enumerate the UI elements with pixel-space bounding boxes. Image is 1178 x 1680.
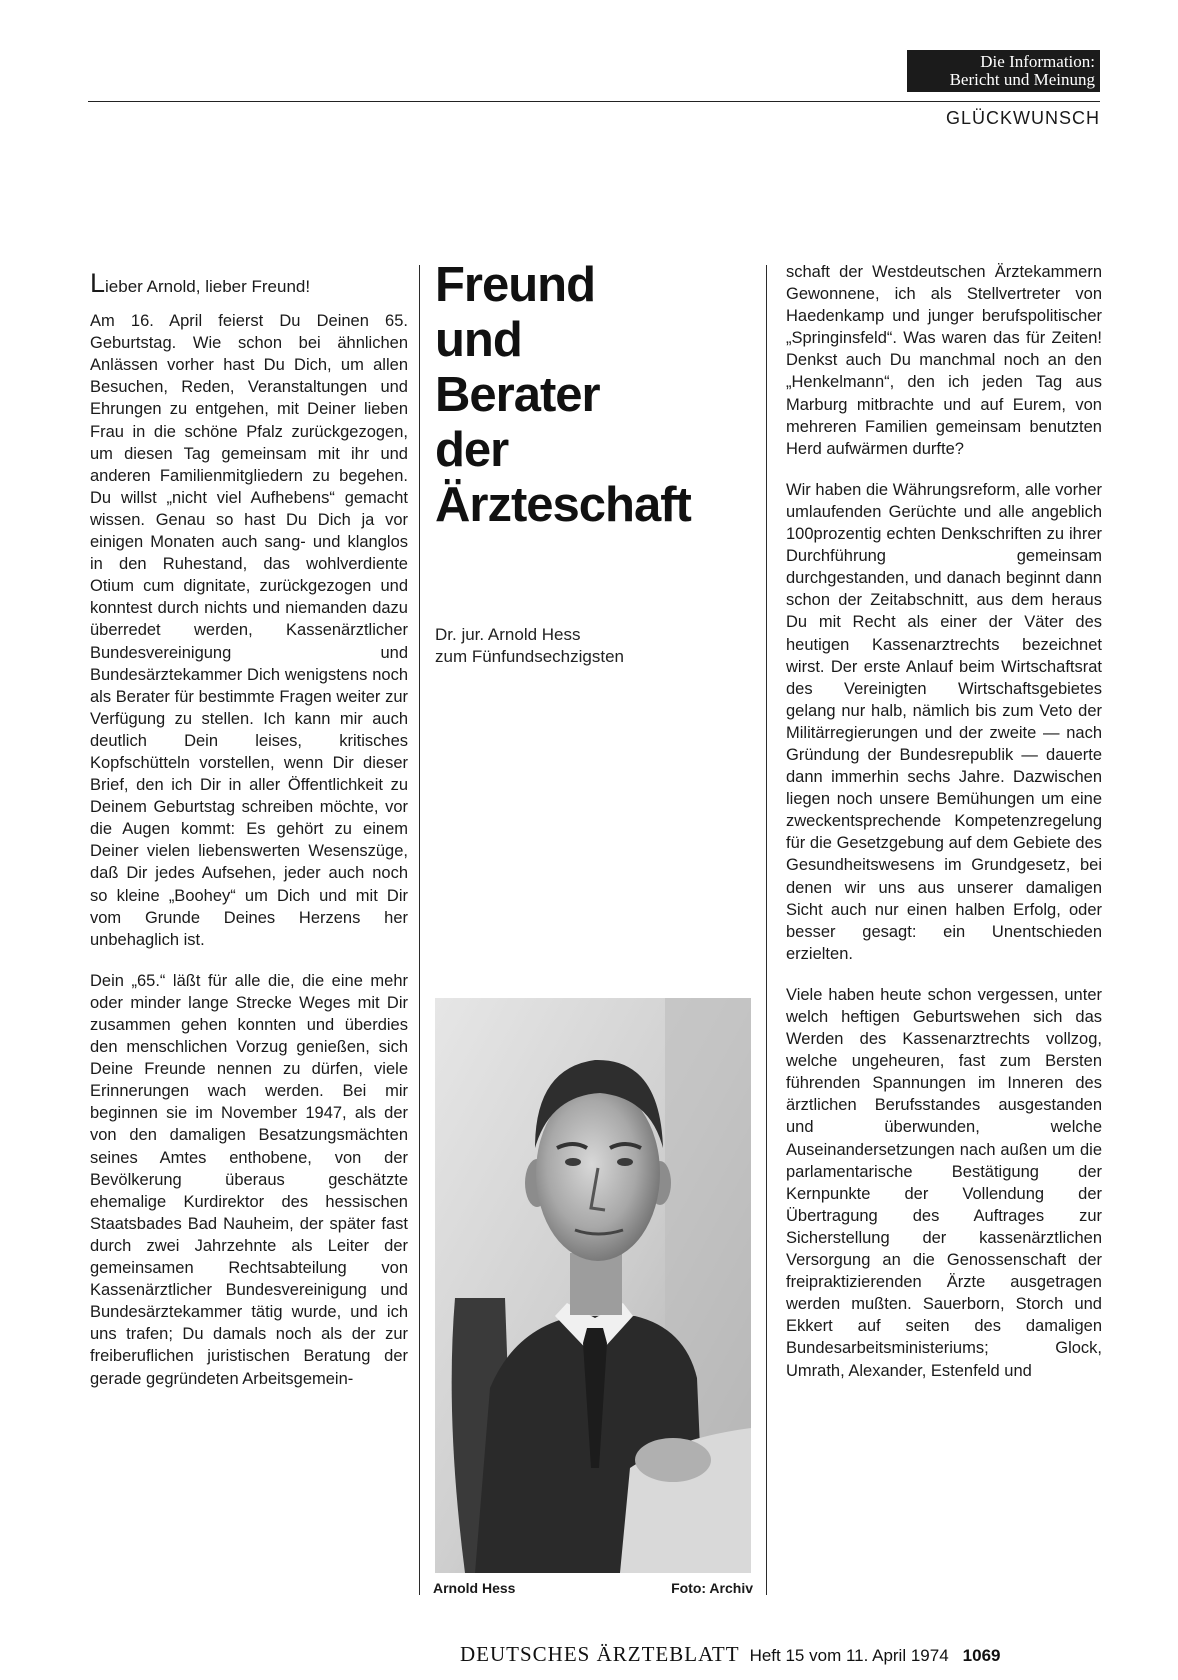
column-divider-left [419,265,420,1595]
department-label-line2: Bericht und Meinung [949,70,1095,89]
article-column-3 [786,261,1102,1401]
title-line: Freund [435,258,596,312]
department-label-line1: Die Information: [980,52,1095,71]
header-rule [88,101,1100,102]
title-line: Ärzteschaft [435,478,691,532]
salutation-text: ieber Arnold, lieber Freund! [105,277,311,296]
paragraph: Wir haben die Währungsreform, alle vorher umlaufenden Gerüchte und alle angeblich 100prozentig echten Denkschriften zu ihrer Durchführung gemeinsam durchgestanden, und danach beginnt dann schon der Zeitabschnitt, aus dem heraus Du mit Recht als einer der Väter des heutigen Kassenarztrechts bezeichnet wirst. Der erste Anlauf beim Wirtschaftsrat des Vereinigten Wirtschaftsgebietes gelang nur halb, nämlich bis zum Veto der Militärregierungen und der zweite — nach Gründung der Bundesrepublik — dauerte dann immerhin sechs Jahre. Dazwischen liegen noch unsere Bemühungen um eine zweckentsprechende Kompetenzregelung für die Gesetzgebung auf dem Gebiete des Gesundheitswesens im Grundgesetz, bei denen wir uns aus unserer damaligen Sicht auch nur einen halben Erfolg, oder besser gesagt: ein Unentschieden erzielten. [786,480,1102,963]
portrait-photo [435,998,751,1573]
title-line: Berater [435,368,600,422]
paragraph: schaft der Westdeutschen Ärztekammern Gewonnene, ich als Stellvertreter von Haedenkamp und junger berufspolitischer „Springinsfeld“. Was waren das für Zeiten! Denkst auch Du manchmal noch an den „Henkelmann“, den ich jeden Tag aus Marburg mitbrachte und auf Eurem, von mehreren Familien gemeinsam benutzten Herd aufwärmen durfte? [786,263,1102,458]
article-subtitle [435,624,735,668]
article-title [435,258,735,533]
page-footer [460,1642,1000,1667]
magazine-name: DEUTSCHES ÄRZTEBLATT [460,1642,740,1666]
page-number: 1069 [962,1646,1001,1665]
issue-info: Heft 15 vom 11. April 1974 [749,1646,949,1665]
section-label: GLÜCKWUNSCH [945,108,1100,128]
article-column-1 [90,268,408,1409]
subtitle-line: zum Fünfundsechzigsten [435,647,624,666]
photo-credit: Foto: Archiv [671,1580,753,1596]
salutation-initial: L [90,268,106,298]
paragraph: Viele haben heute schon vergessen, unter welch heftigen Geburtswehen sich das Werden des Kassenarztrechts vollzog, welche ungeheuren, fast zum Bersten führenden Spannungen im Inneren des ärztlichen Berufsstandes ausgestanden und überwunden, welche Auseinandersetzungen nach außen um die parlamentarische Bestätigung der Kernpunkte der Vollendung der Übertragung des Auftrages zur Sicherstellung der kassenärztlichen Versorgung an die Genossenschaft der freipraktizierenden Ärzte ausgetragen werden mußten. Sauerborn, Storch und Ekkert auf seiten des damaligen Bundesarbeitsministeriums; Glock, Umrath, Alexander, Estenfeld und [786,985,1102,1380]
title-line: und [435,313,522,367]
photo-caption: Arnold Hess [433,1580,516,1596]
paragraph: Dein „65.“ läßt für alle die, die eine mehr oder minder lange Strecke Weges mit Dir zusammen gehen konnten und überdies den menschlichen Vorzug genießen, sich Deine Freunde nennen zu dürfen, viele Erinnerungen wach werden. Bei mir beginnen sie im November 1947, als der von den damaligen Besatzungsmächten seines Amtes enthobene, von der Bevölkerung überaus geschätzte ehemalige Kurdirektor des hessischen Staatsbades Bad Nauheim, der später fast durch zwei Jahrzehnte als Leiter der gemeinsamen Rechtsabteilung von Kassenärztlicher Bundesvereinigung und Bundesärztekammer tätig wurde, und ich uns trafen; Du damals noch als der zur freiberuflichen juristischen Beratung der gerade gegründeten Arbeitsgemein- [90,971,408,1388]
column-divider-right [766,265,767,1595]
salutation [90,268,408,298]
paragraph: Am 16. April feierst Du Deinen 65. Geburtstag. Wie schon bei ähnlichen Anlässen vorher hast Du Dich, um allen Besuchen, Reden, Veranstaltungen und Ehrungen zu entgehen, mit Deiner lieben Frau in die schöne Pfalz zurückgezogen, um diesen Tag gemeinsam mit ihr und anderen Familienmitgliedern zu begehen. Du willst „nicht viel Aufhebens“ gemacht wissen. Genau so hast Du Dich ja vor einigen Monaten auch sang- und klanglos in den Ruhestand, das wohlverdiente Otium cum dignitate, zurückgezogen und konntest durch nichts und niemanden dazu überredet werden, Kassenärztlicher Bundesvereinigung und Bundesärztekammer Dich wenigstens noch als Berater für bestimmte Fragen weiter zur Verfügung zu stellen. Ich kann mir auch deutlich Dein leises, kritisches Kopfschütteln vorstellen, wenn Dir dieser Brief, den ich Dir in aller Öffentlichkeit zu Deinem Geburtstag schreiben möchte, vor die Augen kommt: Es gehört zu einem Deiner vielen liebenswerten Wesenszüge, daß Dir jedes Aufsehen, jeder auch noch so kleine „Boohey“ um Dich und mit Dir vom Grunde Deines Herzens her unbehaglich ist. [90,312,408,949]
title-line: der [435,423,509,477]
department-label-box [907,50,1100,92]
subtitle-line: Dr. jur. Arnold Hess [435,625,581,644]
